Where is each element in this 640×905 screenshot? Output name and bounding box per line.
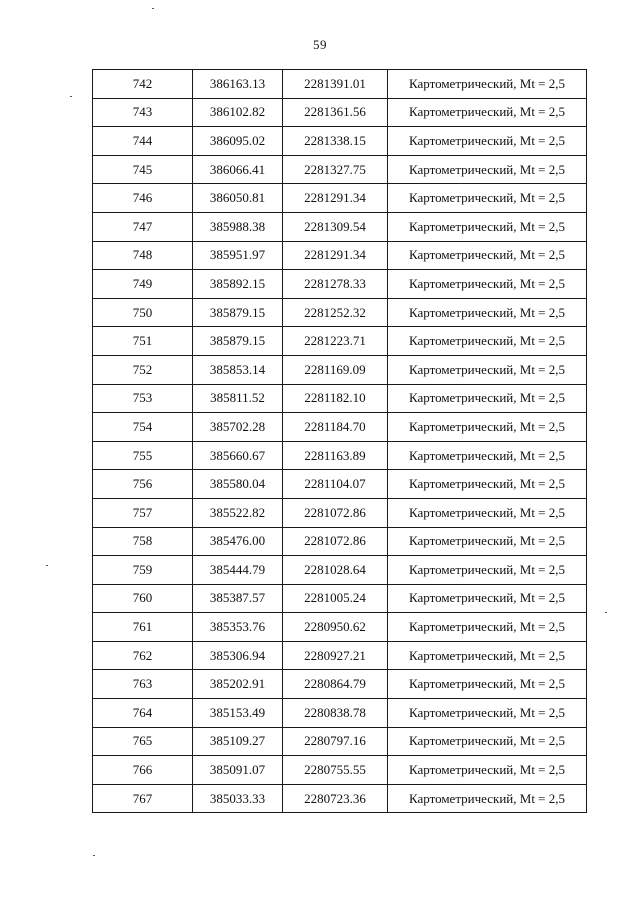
point-number-cell: 751 — [93, 327, 193, 356]
table-row — [93, 270, 587, 299]
y-coordinate-cell: 2281291.34 — [283, 241, 388, 270]
method-cell: Картометрический, Mt = 2,5 — [388, 155, 587, 184]
point-number-cell: 742 — [93, 70, 193, 99]
table-row — [93, 756, 587, 785]
table-row — [93, 384, 587, 413]
method-cell: Картометрический, Mt = 2,5 — [388, 584, 587, 613]
point-number-cell: 762 — [93, 641, 193, 670]
method-cell: Картометрический, Mt = 2,5 — [388, 670, 587, 699]
x-coordinate-cell: 385522.82 — [193, 498, 283, 527]
table-row — [93, 298, 587, 327]
table-row — [93, 470, 587, 499]
y-coordinate-cell: 2281028.64 — [283, 556, 388, 585]
y-coordinate-cell: 2281072.86 — [283, 498, 388, 527]
x-coordinate-cell: 385091.07 — [193, 756, 283, 785]
table-row — [93, 212, 587, 241]
method-cell: Картометрический, Mt = 2,5 — [388, 613, 587, 642]
method-cell: Картометрический, Mt = 2,5 — [388, 184, 587, 213]
y-coordinate-cell: 2281184.70 — [283, 413, 388, 442]
y-coordinate-cell: 2280864.79 — [283, 670, 388, 699]
x-coordinate-cell: 385202.91 — [193, 670, 283, 699]
x-coordinate-cell: 385853.14 — [193, 355, 283, 384]
point-number-cell: 753 — [93, 384, 193, 413]
method-cell: Картометрический, Mt = 2,5 — [388, 699, 587, 728]
y-coordinate-cell: 2281291.34 — [283, 184, 388, 213]
coordinates-table — [92, 69, 587, 813]
method-cell: Картометрический, Mt = 2,5 — [388, 470, 587, 499]
y-coordinate-cell: 2281309.54 — [283, 212, 388, 241]
y-coordinate-cell: 2281072.86 — [283, 527, 388, 556]
x-coordinate-cell: 385580.04 — [193, 470, 283, 499]
method-cell: Картометрический, Mt = 2,5 — [388, 212, 587, 241]
table-row — [93, 584, 587, 613]
point-number-cell: 765 — [93, 727, 193, 756]
scan-speck — [605, 612, 607, 613]
y-coordinate-cell: 2280927.21 — [283, 641, 388, 670]
x-coordinate-cell: 386066.41 — [193, 155, 283, 184]
method-cell: Картометрический, Mt = 2,5 — [388, 241, 587, 270]
point-number-cell: 764 — [93, 699, 193, 728]
point-number-cell: 750 — [93, 298, 193, 327]
table-row — [93, 127, 587, 156]
table-row — [93, 184, 587, 213]
method-cell: Картометрический, Mt = 2,5 — [388, 70, 587, 99]
page-number: 59 — [313, 37, 327, 52]
x-coordinate-cell: 385476.00 — [193, 527, 283, 556]
x-coordinate-cell: 385988.38 — [193, 212, 283, 241]
point-number-cell: 744 — [93, 127, 193, 156]
table-row — [93, 670, 587, 699]
scan-speck — [46, 565, 48, 566]
x-coordinate-cell: 385306.94 — [193, 641, 283, 670]
point-number-cell: 758 — [93, 527, 193, 556]
table-row — [93, 327, 587, 356]
method-cell: Картометрический, Mt = 2,5 — [388, 355, 587, 384]
y-coordinate-cell: 2280755.55 — [283, 756, 388, 785]
table-row — [93, 641, 587, 670]
table-row — [93, 98, 587, 127]
table-row — [93, 241, 587, 270]
x-coordinate-cell: 386050.81 — [193, 184, 283, 213]
method-cell: Картометрический, Mt = 2,5 — [388, 527, 587, 556]
x-coordinate-cell: 385702.28 — [193, 413, 283, 442]
method-cell: Картометрический, Mt = 2,5 — [388, 441, 587, 470]
coordinates-table-body — [93, 70, 587, 813]
x-coordinate-cell: 385951.97 — [193, 241, 283, 270]
x-coordinate-cell: 385109.27 — [193, 727, 283, 756]
table-row — [93, 70, 587, 99]
table-row — [93, 527, 587, 556]
x-coordinate-cell: 385353.76 — [193, 613, 283, 642]
point-number-cell: 748 — [93, 241, 193, 270]
point-number-cell: 756 — [93, 470, 193, 499]
x-coordinate-cell: 385879.15 — [193, 298, 283, 327]
table-row — [93, 413, 587, 442]
method-cell: Картометрический, Mt = 2,5 — [388, 127, 587, 156]
table-row — [93, 699, 587, 728]
y-coordinate-cell: 2280838.78 — [283, 699, 388, 728]
point-number-cell: 761 — [93, 613, 193, 642]
y-coordinate-cell: 2281163.89 — [283, 441, 388, 470]
x-coordinate-cell: 385153.49 — [193, 699, 283, 728]
point-number-cell: 767 — [93, 784, 193, 813]
scan-speck — [152, 8, 154, 9]
table-row — [93, 727, 587, 756]
method-cell: Картометрический, Mt = 2,5 — [388, 384, 587, 413]
table-row — [93, 155, 587, 184]
point-number-cell: 746 — [93, 184, 193, 213]
table-row — [93, 556, 587, 585]
x-coordinate-cell: 385879.15 — [193, 327, 283, 356]
x-coordinate-cell: 385444.79 — [193, 556, 283, 585]
y-coordinate-cell: 2281182.10 — [283, 384, 388, 413]
point-number-cell: 759 — [93, 556, 193, 585]
method-cell: Картометрический, Mt = 2,5 — [388, 727, 587, 756]
x-coordinate-cell: 386163.13 — [193, 70, 283, 99]
y-coordinate-cell: 2281361.56 — [283, 98, 388, 127]
method-cell: Картометрический, Mt = 2,5 — [388, 327, 587, 356]
y-coordinate-cell: 2281327.75 — [283, 155, 388, 184]
y-coordinate-cell: 2281252.32 — [283, 298, 388, 327]
y-coordinate-cell: 2280950.62 — [283, 613, 388, 642]
table-row — [93, 784, 587, 813]
scan-speck — [93, 855, 95, 856]
point-number-cell: 766 — [93, 756, 193, 785]
x-coordinate-cell: 386095.02 — [193, 127, 283, 156]
method-cell: Картометрический, Mt = 2,5 — [388, 270, 587, 299]
y-coordinate-cell: 2280723.36 — [283, 784, 388, 813]
method-cell: Картометрический, Mt = 2,5 — [388, 413, 587, 442]
y-coordinate-cell: 2281104.07 — [283, 470, 388, 499]
point-number-cell: 749 — [93, 270, 193, 299]
point-number-cell: 743 — [93, 98, 193, 127]
method-cell: Картометрический, Mt = 2,5 — [388, 556, 587, 585]
y-coordinate-cell: 2281338.15 — [283, 127, 388, 156]
method-cell: Картометрический, Mt = 2,5 — [388, 784, 587, 813]
point-number-cell: 754 — [93, 413, 193, 442]
table-row — [93, 498, 587, 527]
point-number-cell: 760 — [93, 584, 193, 613]
method-cell: Картометрический, Mt = 2,5 — [388, 641, 587, 670]
x-coordinate-cell: 386102.82 — [193, 98, 283, 127]
point-number-cell: 752 — [93, 355, 193, 384]
point-number-cell: 763 — [93, 670, 193, 699]
scan-speck — [70, 96, 72, 97]
table-row — [93, 355, 587, 384]
table-row — [93, 613, 587, 642]
method-cell: Картометрический, Mt = 2,5 — [388, 498, 587, 527]
x-coordinate-cell: 385892.15 — [193, 270, 283, 299]
point-number-cell: 745 — [93, 155, 193, 184]
x-coordinate-cell: 385811.52 — [193, 384, 283, 413]
point-number-cell: 755 — [93, 441, 193, 470]
point-number-cell: 747 — [93, 212, 193, 241]
x-coordinate-cell: 385387.57 — [193, 584, 283, 613]
y-coordinate-cell: 2281278.33 — [283, 270, 388, 299]
y-coordinate-cell: 2281223.71 — [283, 327, 388, 356]
x-coordinate-cell: 385660.67 — [193, 441, 283, 470]
y-coordinate-cell: 2281005.24 — [283, 584, 388, 613]
method-cell: Картометрический, Mt = 2,5 — [388, 98, 587, 127]
x-coordinate-cell: 385033.33 — [193, 784, 283, 813]
point-number-cell: 757 — [93, 498, 193, 527]
y-coordinate-cell: 2281391.01 — [283, 70, 388, 99]
y-coordinate-cell: 2280797.16 — [283, 727, 388, 756]
table-row — [93, 441, 587, 470]
method-cell: Картометрический, Mt = 2,5 — [388, 756, 587, 785]
method-cell: Картометрический, Mt = 2,5 — [388, 298, 587, 327]
y-coordinate-cell: 2281169.09 — [283, 355, 388, 384]
